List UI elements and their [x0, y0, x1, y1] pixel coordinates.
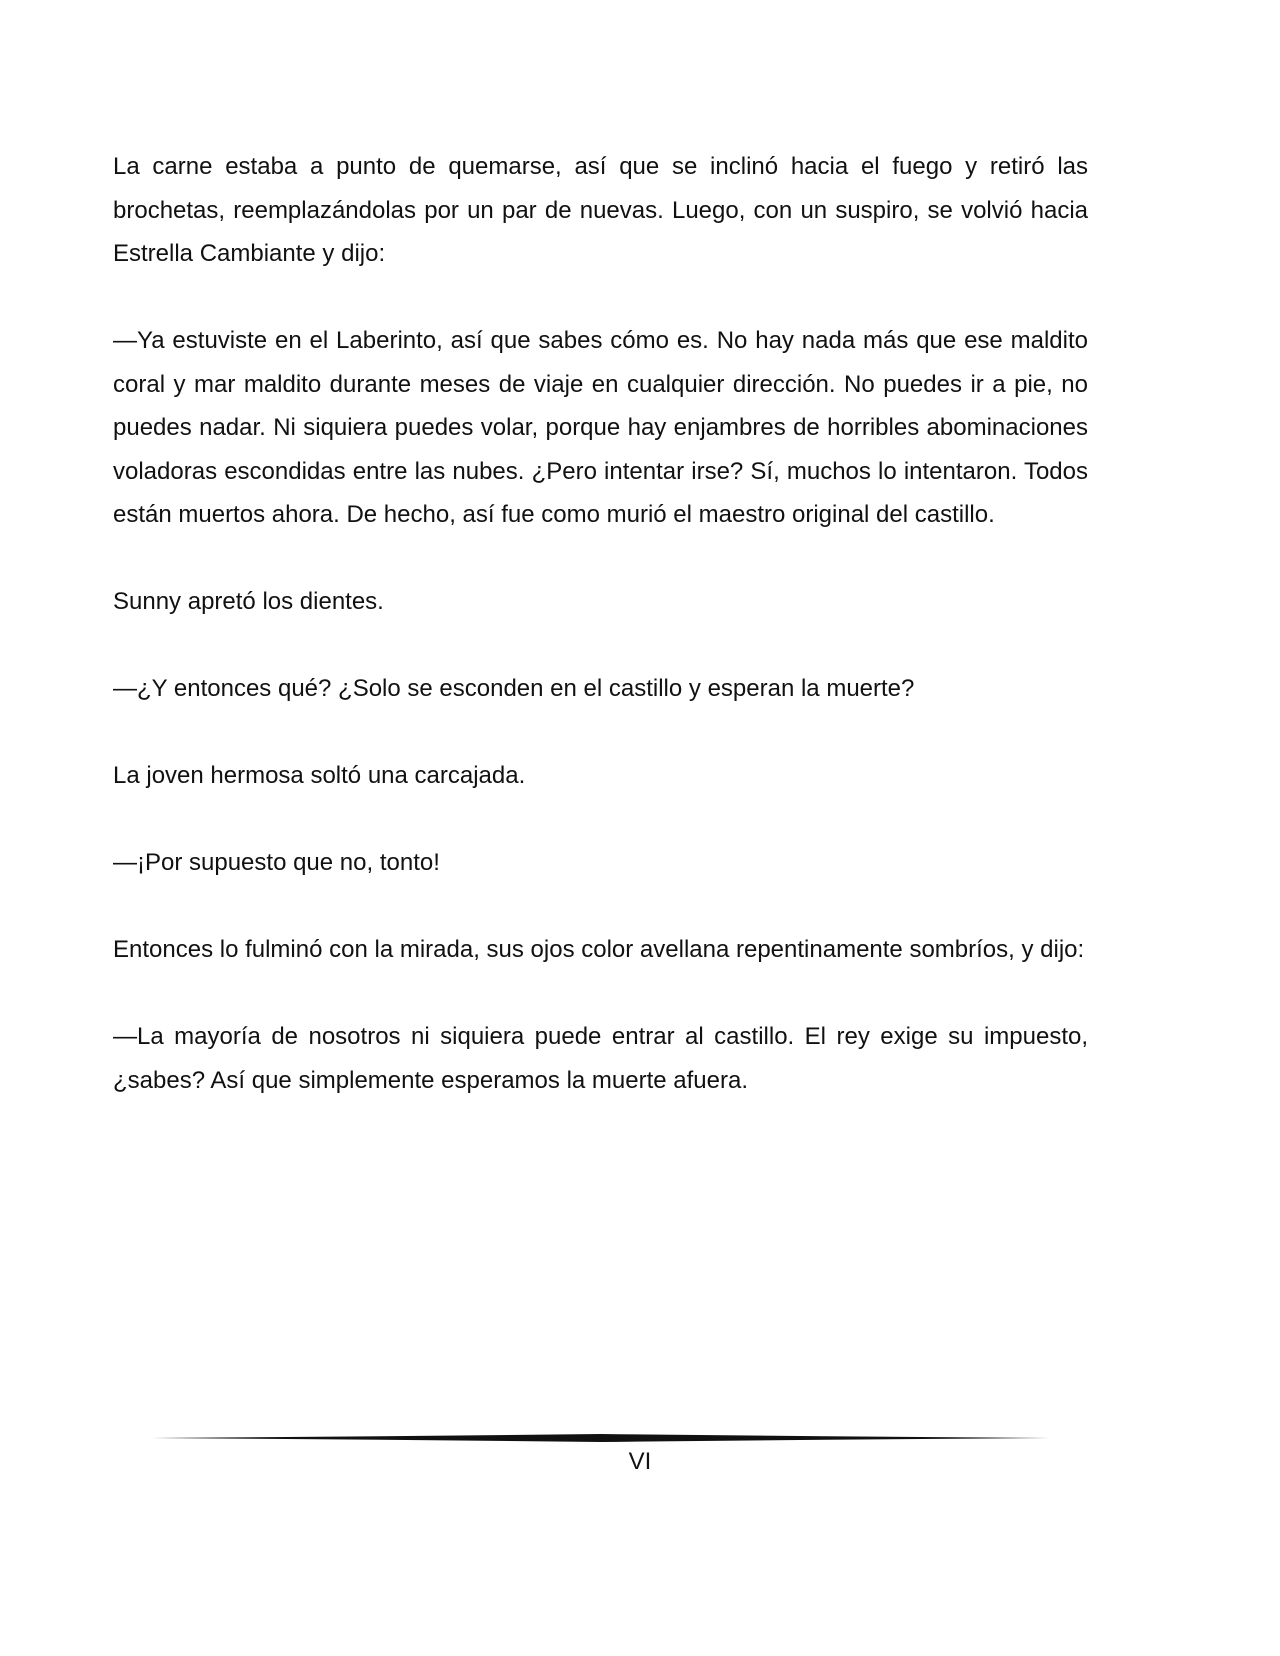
paragraph: —¡Por supuesto que no, tonto! [113, 849, 440, 876]
paragraph: —¿Y entonces qué? ¿Solo se esconden en el castillo y esperan la muerte? [113, 675, 915, 702]
paragraph: Entonces lo fulminó con la mirada, sus ojos color avellana repentinamente sombríos, y dijo: [113, 936, 1085, 963]
paragraph: La carne estaba a punto de quemarse, así que se inclinó hacia el fuego y retiró las brochetas, reemplazándolas por un par de nuevas. Luego, con un suspiro, se volvió hacia Estrella Cambiante y dijo: [113, 153, 1088, 267]
paragraph: —Ya estuviste en el Laberinto, así que sabes cómo es. No hay nada más que ese maldito coral y mar maldito durante meses de viaje en cualquier dirección. No puedes ir a pie, no puedes nadar. Ni siquiera puedes volar, porque hay enjambres de horribles abominaciones voladoras escondidas entre las nubes. ¿Pero intentar irse? Sí, muchos lo intentaron. Todos están muertos ahora. De hecho, así fue como murió el maestro original del castillo. [113, 327, 1088, 528]
page-number: VI [628, 1448, 652, 1475]
paragraph: Sunny apretó los dientes. [113, 588, 384, 615]
paragraph: La joven hermosa soltó una carcajada. [113, 762, 526, 789]
page-body [113, 145, 1088, 1146]
footer-divider [152, 1430, 1050, 1446]
paragraph: —La mayoría de nosotros ni siquiera puede entrar al castillo. El rey exige su impuesto, ¿sabes? Así que simplemente esperamos la muerte afuera. [113, 1023, 1088, 1094]
